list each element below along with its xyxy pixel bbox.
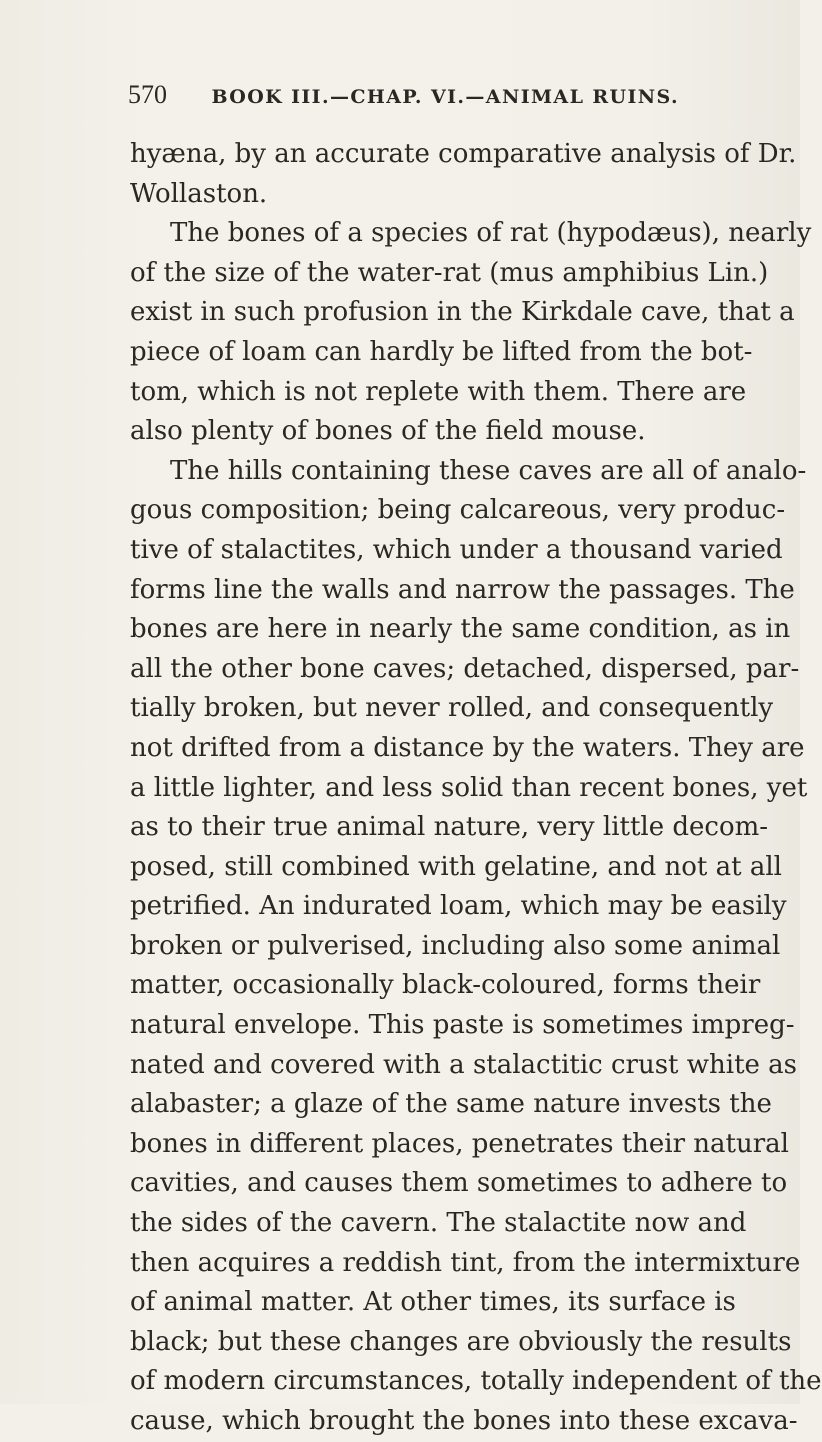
- text-line: bones are here in nearly the same condition, as in: [130, 614, 791, 645]
- text-line: cavities, and causes them sometimes to adhere to: [130, 1168, 788, 1199]
- text-line: Wollaston.: [130, 178, 268, 209]
- text-line: then acquires a reddish tint, from the intermixture: [130, 1247, 801, 1278]
- text-line: matter, occasionally black-coloured, forms their: [130, 970, 761, 1001]
- text-line: of the size of the water-rat (mus amphibius Lin.): [130, 257, 769, 288]
- text-line: all the other bone caves; detached, dispersed, par-: [130, 653, 800, 684]
- chapter-title: BOOK III.—CHAP. VI.—ANIMAL RUINS.: [211, 86, 680, 108]
- text-line: exist in such profusion in the Kirkdale cave, that a: [130, 297, 795, 328]
- text-line: natural envelope. This paste is sometimes impreg-: [130, 1010, 795, 1041]
- text-line: a little lighter, and less solid than recent bones, yet: [130, 772, 808, 803]
- text-line: gous composition; being calcareous, very produc-: [130, 495, 786, 526]
- text-line: also plenty of bones of the field mouse.: [130, 416, 646, 447]
- text-line: cause, which brought the bones into these excava-: [130, 1406, 798, 1436]
- text-line: bones in different places, penetrates their natural: [130, 1128, 789, 1159]
- text-line: tom, which is not replete with them. There are: [130, 376, 747, 407]
- running-head: [128, 80, 688, 110]
- text-line: the sides of the cavern. The stalactite now and: [130, 1208, 747, 1239]
- body-text: [130, 135, 822, 1442]
- text-line: black; but these changes are obviously the results: [130, 1326, 792, 1357]
- text-line: tially broken, but never rolled, and consequently: [130, 693, 774, 724]
- text-line: posed, still combined with gelatine, and not at all: [130, 851, 782, 882]
- text-line: as to their true animal nature, very little decom-: [130, 812, 769, 843]
- text-line: petrified. An indurated loam, which may be easily: [130, 891, 787, 922]
- text-line: The hills containing these caves are all of analo-: [170, 455, 807, 486]
- text-line: The bones of a species of rat (hypodæus), nearly: [170, 218, 812, 249]
- text-line: tive of stalactites, which under a thousand varied: [130, 534, 783, 565]
- text-line: nated and covered with a stalactitic crust white as: [130, 1049, 798, 1080]
- text-line: not drifted from a distance by the waters. They are: [130, 732, 805, 763]
- text-line: broken or pulverised, including also some animal: [130, 930, 781, 961]
- text-line: hyæna, by an accurate comparative analysis of Dr.: [130, 139, 797, 169]
- text-line: of modern circumstances, totally independent of the: [130, 1366, 822, 1397]
- text-line: alabaster; a glaze of the same nature invests the: [130, 1089, 772, 1120]
- text-line: forms line the walls and narrow the passages. The: [130, 574, 795, 605]
- text-line: piece of loam can hardly be lifted from the bot-: [130, 336, 753, 367]
- text-line: of animal matter. At other times, its surface is: [130, 1287, 736, 1318]
- page-number: 570: [128, 80, 167, 109]
